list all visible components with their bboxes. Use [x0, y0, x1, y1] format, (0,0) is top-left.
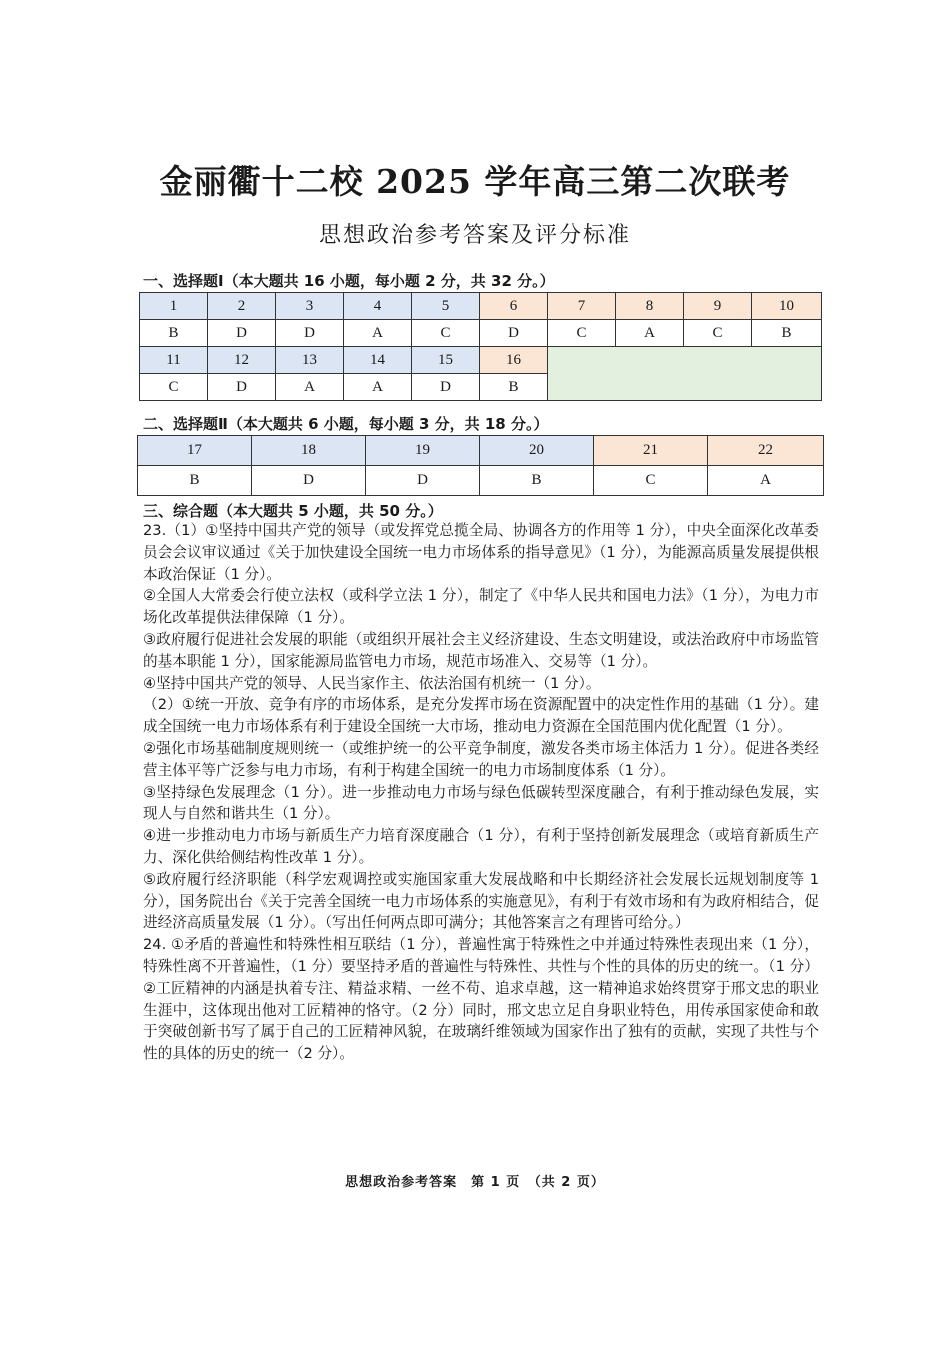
answer-cell: D	[208, 374, 276, 401]
question-number-cell: 19	[366, 436, 480, 466]
answer-cell: D	[252, 466, 366, 496]
section3-heading: 三、综合题（本大题共 5 小题，共 50 分。）	[143, 502, 443, 520]
answer-cell: A	[276, 374, 344, 401]
answer-paragraph: ⑤政府履行经济职能（科学宏观调控或实施国家重大发展战略和中长期经济社会发展长远规划制度等 1 分），国务院出台《关于完善全国统一电力市场体系的实施意见》，有利于有效市场和有为政府相结合，促进经济高质量发展（1 分）。（写出任何两点即可满分；其他答案言之有理皆可给分。）	[143, 870, 819, 932]
question-number-cell: 17	[138, 436, 252, 466]
answer-cell: C	[140, 374, 208, 401]
answer-cell: A	[344, 374, 412, 401]
question-number-cell: 1	[140, 293, 208, 320]
answer-cell: D	[208, 320, 276, 347]
question-number-cell: 8	[616, 293, 684, 320]
answer-cell: A	[708, 466, 824, 496]
answer-paragraph: 24. ①矛盾的普遍性和特殊性相互联结（1 分），普遍性寓于特殊性之中并通过特殊性表现出来（1 分），特殊性离不开普遍性，（1 分）要坚持矛盾的普遍性与特殊性、共性与个性的具体的历史的统一。（1 分）②工匠精神的内涵是执着专注、精益求精、一丝不苟、追求卓越，这一精神追求始终贯穿于邢文忠的职业生涯中，这体现出他对工匠精神的恪守。（2 分）同时，邢文忠立足自身职业特色，用传承国家使命和敢于突破创新书写了属于自己的工匠精神风貌，在玻璃纤维领域为国家作出了独有的贡献，实现了共性与个性的具体的历史的统一（2 分）。	[143, 936, 819, 1063]
answer-paragraph: ③坚持绿色发展理念（1 分）。进一步推动电力市场与绿色低碳转型深度融合，有利于推动绿色发展，实现人与自然和谐共生（1 分）。	[143, 783, 819, 823]
question-number-cell: 7	[548, 293, 616, 320]
answer-cell: B	[140, 320, 208, 347]
question-number-cell: 3	[276, 293, 344, 320]
section2-answer-table	[137, 435, 824, 496]
answer-paragraph: 23.（1）①坚持中国共产党的领导（或发挥党总揽全局、协调各方的作用等 1 分），中央全面深化改革委员会会议审议通过《关于加快建设全国统一电力市场体系的指导意见》（1 分），为能源高质量发展提供根本政治保证（1 分）。	[143, 522, 819, 583]
page-footer: 思想政治参考答案 第 1 页 （共 2 页）	[345, 1175, 605, 1190]
question-number-cell: 15	[412, 347, 480, 374]
question-number-cell: 4	[344, 293, 412, 320]
answer-paragraph: ④坚持中国共产党的领导、人民当家作主、依法治国有机统一（1 分）。	[143, 674, 601, 692]
question-number-cell: 14	[344, 347, 412, 374]
answer-cell: C	[684, 320, 752, 347]
answer-cell: D	[480, 320, 548, 347]
answer-cell: B	[138, 466, 252, 496]
answer-paragraph: ③政府履行促进社会发展的职能（或组织开展社会主义经济建设、生态文明建设，或法治政府中市场监管的基本职能 1 分），国家能源局监管电力市场，规范市场准入、交易等（1 分）。	[143, 630, 819, 670]
question-number-cell: 20	[480, 436, 594, 466]
section1-heading: 一、选择题Ⅰ（本大题共 16 小题，每小题 2 分，共 32 分。）	[143, 272, 555, 290]
answer-cell: B	[752, 320, 822, 347]
question-number-cell: 10	[752, 293, 822, 320]
answer-cell: D	[276, 320, 344, 347]
answer-cell: C	[412, 320, 480, 347]
answer-cell: D	[366, 466, 480, 496]
question-number-cell: 5	[412, 293, 480, 320]
answer-cell: A	[616, 320, 684, 347]
page-title: 金丽衢十二校 2025 学年高三第二次联考	[159, 162, 791, 201]
answer-cell: C	[594, 466, 708, 496]
question-number-cell: 12	[208, 347, 276, 374]
section2-heading: 二、选择题Ⅱ（本大题共 6 小题，每小题 3 分，共 18 分。）	[143, 415, 549, 433]
question-number-cell: 9	[684, 293, 752, 320]
answer-paragraph: ②全国人大常委会行使立法权（或科学立法 1 分），制定了《中华人民共和国电力法》（1 分），为电力市场化改革提供法律保障（1 分）。	[143, 587, 819, 627]
page-subtitle: 思想政治参考答案及评分标准	[318, 223, 631, 248]
question-number-cell: 13	[276, 347, 344, 374]
answer-paragraph: ②强化市场基础制度规则统一（或维护统一的公平竞争制度，激发各类市场主体活力 1 分）。促进各类经营主体平等广泛参与电力市场，有利于构建全国统一的电力市场制度体系（1 分）。	[143, 739, 819, 779]
blank-cell	[548, 347, 822, 401]
answer-paragraph: ④进一步推动电力市场与新质生产力培育深度融合（1 分），有利于坚持创新发展理念（或培育新质生产力、深化供给侧结构性改革 1 分）。	[143, 827, 819, 866]
question-number-cell: 21	[594, 436, 708, 466]
section1-answer-table	[139, 292, 822, 401]
question-number-cell: 18	[252, 436, 366, 466]
answer-cell: D	[412, 374, 480, 401]
answer-cell: B	[480, 466, 594, 496]
answer-cell: B	[480, 374, 548, 401]
question-number-cell: 11	[140, 347, 208, 374]
question-number-cell: 2	[208, 293, 276, 320]
question-number-cell: 16	[480, 347, 548, 374]
question-number-cell: 6	[480, 293, 548, 320]
answer-explanations	[143, 520, 819, 1065]
question-number-cell: 22	[708, 436, 824, 466]
answer-cell: A	[344, 320, 412, 347]
answer-paragraph: （2）①统一开放、竞争有序的市场体系，是充分发挥市场在资源配置中的决定性作用的基础（1 分）。建成全国统一电力市场体系有利于建设全国统一大市场，推动电力资源在全国范围内优化配置（1 分）。	[143, 696, 819, 736]
answer-cell: C	[548, 320, 616, 347]
